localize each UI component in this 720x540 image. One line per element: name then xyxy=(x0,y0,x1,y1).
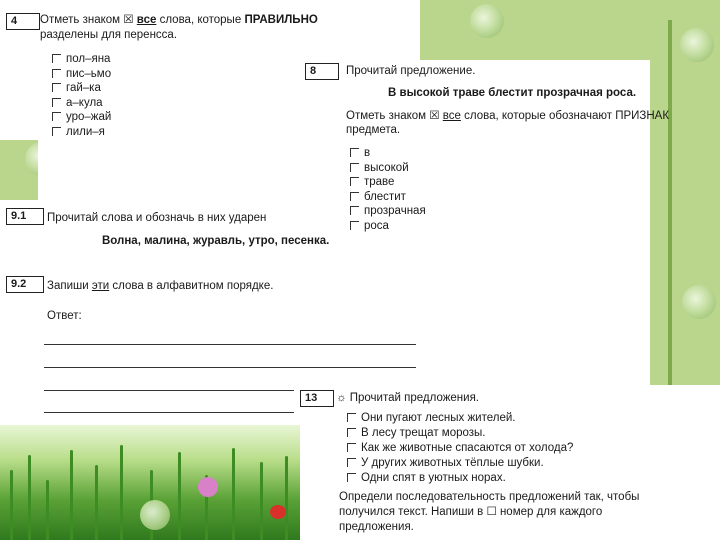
checkbox-icon xyxy=(350,163,359,172)
answer-line[interactable] xyxy=(44,390,294,391)
task-13-prompt: ☼ Прочитай предложения. xyxy=(336,392,479,404)
task-4-option[interactable]: а–кула xyxy=(52,96,103,111)
answer-line[interactable] xyxy=(44,412,294,413)
task-9-2-prompt: Запиши эти слова в алфавитном порядке. xyxy=(47,280,274,292)
task-4-instruction-line2: разделены для перенсса. xyxy=(40,29,178,41)
checked-box-icon: ☒ xyxy=(123,14,134,26)
checkbox-icon xyxy=(52,112,61,121)
task-4-option[interactable]: гай–ка xyxy=(52,81,101,96)
answer-line[interactable] xyxy=(44,344,416,345)
checked-box-icon: ☒ xyxy=(429,110,440,122)
task-9-1-words: Волна, малина, журавль, утро, песенка. xyxy=(102,235,330,247)
task-4-option[interactable]: пол–яна xyxy=(52,52,110,67)
checkbox-icon xyxy=(52,69,61,78)
task-13-instruction: Определи последовательность предложений так, чтобы xyxy=(339,491,640,503)
checkbox-icon xyxy=(350,192,359,201)
task-8-sentence: В высокой траве блестит прозрачная роса. xyxy=(388,87,637,99)
task-8-number: 8 xyxy=(305,63,339,80)
checkbox-icon xyxy=(52,54,61,63)
task-4-option[interactable]: уро–жай xyxy=(52,110,111,125)
checkbox-icon xyxy=(347,428,356,437)
task-8-option[interactable]: траве xyxy=(350,175,394,190)
ladybug xyxy=(270,505,286,519)
task-4-option[interactable]: лили–я xyxy=(52,125,105,140)
task-13-option[interactable]: Одни спят в уютных норах. xyxy=(347,471,506,486)
task-13-option[interactable]: Как же животные спасаются от холода? xyxy=(347,441,573,456)
task-13-instruction-line3: предложения. xyxy=(339,521,414,533)
checkbox-icon xyxy=(347,458,356,467)
task-8-option[interactable]: прозрачная xyxy=(350,204,426,219)
flower-pink xyxy=(198,477,218,497)
task-4-number: 4 xyxy=(6,13,40,30)
checkbox-icon xyxy=(350,148,359,157)
checkbox-icon xyxy=(52,98,61,107)
answer-line[interactable] xyxy=(44,367,416,368)
sun-icon: ☼ xyxy=(336,392,347,404)
task-13-instruction-line2: получился текст. Напиши в ☐ номер для каждого xyxy=(339,506,603,518)
grass-meadow-image xyxy=(0,425,300,540)
task-13-number: 13 xyxy=(300,390,334,407)
decorative-circle-top-right xyxy=(680,28,714,62)
task-13-option[interactable]: Они пугают лесных жителей. xyxy=(347,411,515,426)
task-8-option[interactable]: в xyxy=(350,146,370,161)
checkbox-icon xyxy=(52,127,61,136)
answer-label: Ответ: xyxy=(47,310,82,322)
checkbox-icon xyxy=(347,443,356,452)
task-13-option[interactable]: У других животных тёплые шубки. xyxy=(347,456,544,471)
task-8-option[interactable]: роса xyxy=(350,219,389,234)
decorative-circle-grass xyxy=(140,500,170,530)
task-8-prompt: Прочитай предложение. xyxy=(346,65,476,77)
decorative-circle-top xyxy=(470,4,504,38)
checkbox-icon xyxy=(52,83,61,92)
task-4-option[interactable]: пис–ьмо xyxy=(52,67,111,82)
checkbox-icon xyxy=(350,221,359,230)
decorative-circle-right xyxy=(682,285,716,319)
background-frame-bar xyxy=(668,20,672,390)
checkbox-icon xyxy=(347,473,356,482)
task-9-1-prompt: Прочитай слова и обозначь в них ударен xyxy=(47,212,267,224)
task-13-option[interactable]: В лесу трещат морозы. xyxy=(347,426,486,441)
task-8-option[interactable]: блестит xyxy=(350,190,406,205)
task-4-instruction: Отметь знаком ☒ все слова, которые ПРАВИЛЬНО xyxy=(40,14,318,26)
task-9-1-number: 9.1 xyxy=(6,208,44,225)
checkbox-icon xyxy=(347,413,356,422)
task-8-option[interactable]: высокой xyxy=(350,161,409,176)
task-8-instruction-line2: предмета. xyxy=(346,124,401,136)
task-9-2-number: 9.2 xyxy=(6,276,44,293)
task-8-instruction: Отметь знаком ☒ все слова, которые обозначают ПРИЗНАК xyxy=(346,110,670,122)
checkbox-icon xyxy=(350,206,359,215)
checkbox-icon xyxy=(350,177,359,186)
